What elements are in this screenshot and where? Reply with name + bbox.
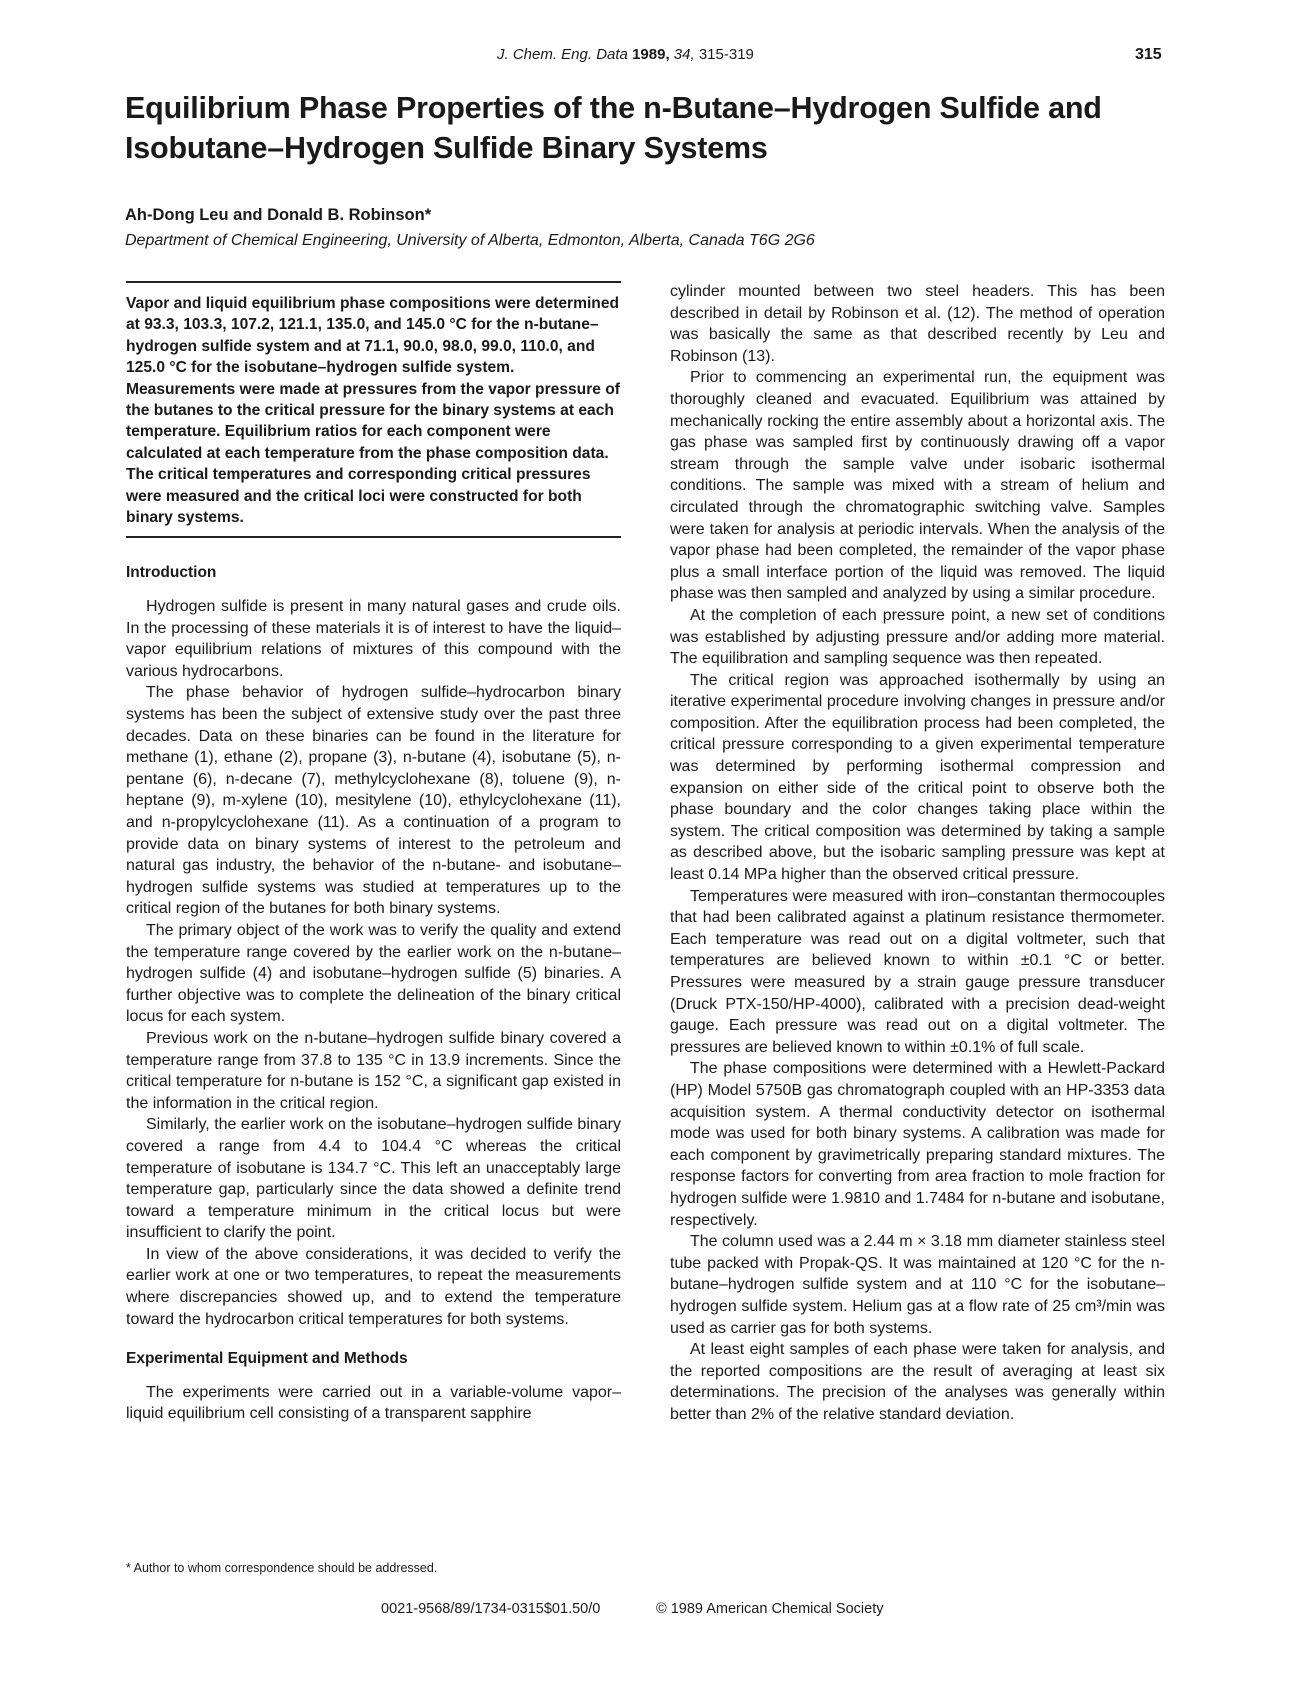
intro-paragraph: Previous work on the n-butane–hydrogen sulfide binary covered a temperature range from 37.8 to 135 °C in 13.9 increments. Since the critical temperature for n-butane is 152 °C, a significant gap existed in the information in the critical region. [126,1029,621,1112]
abstract: Vapor and liquid equilibrium phase compositions were determined at 93.3, 103.3, 107.2, 121.1, 135.0, and 145.0 °C for the n-butane–hydrogen sulfide system and at 71.1, 90.0, 98.0, 99.0, 110.0, and 125.0 °C for the isobutane–hydrogen sulfide system. Measurements were made at pressures from the vapor pressure of the butanes to the critical pressure for the binary systems at each temperature. Equilibrium ratios for each component were calculated at each temperature from the phase composition data. The critical temperatures and corresponding critical pressures were measured and the critical loci were constructed for both binary systems. [126,281,621,538]
page-number: 315 [1135,46,1162,63]
methods-heading: Experimental Equipment and Methods [126,1350,408,1368]
journal-citation [497,46,754,63]
journal-pages: 315-319 [698,46,754,63]
intro-paragraph: The primary object of the work was to verify the quality and extend the temperature range covered by the earlier work on the n-butane–hydrogen sulfide (4) and isobutane–hydrogen sulfide (5) binaries. A further objective was to complete the delineation of the binary critical locus for each system. [126,921,621,1026]
body-paragraph: Prior to commencing an experimental run, the equipment was thoroughly cleaned and evacuated. Equilibrium was attained by mechanically rocking the entire assembly about a horizontal axis. The gas phase was sampled first by continuously drawing off a vapor stream through the sample valve under isobaric isothermal conditions. The sample was mixed with a stream of helium and circulated through the chromatographic switching valve. Samples were taken for analysis at periodic intervals. When the analysis of the vapor phase had been completed, the remainder of the vapor phase plus a small interface portion of the liquid was removed. The liquid phase was then sampled and analyzed by using a similar procedure. [670,369,1165,603]
body-paragraph: The column used was a 2.44 m × 3.18 mm diameter stainless steel tube packed with Propak-QS. It was maintained at 120 °C for the n-butane–hydrogen sulfide system and at 110 °C for the isobutane–hydrogen sulfide system. Helium gas at a flow rate of 25 cm³/min was used as carrier gas for both systems. [670,1233,1165,1337]
journal-name: J. Chem. Eng. Data [497,46,628,63]
left-column [126,281,621,1425]
intro-paragraph: The phase behavior of hydrogen sulfide–hydrocarbon binary systems has been the subject of extensive study over the past three decades. Data on these binaries can be found in the literature for methane (1), ethane (2), propane (3), n-butane (4), isobutane (5), n-pentane (6), n-decane (7), methylcyclohexane (8), toluene (9), n-heptane (9), m-xylene (10), mesitylene (10), ethylcyclohexane (11), and n-propylcyclohexane (11). As a continuation of a program to provide data on binary systems of interest to the petroleum and natural gas industry, the behavior of the n-butane- and isobutane–hydrogen sulfide systems was studied at temperatures up to the critical region of the butanes for both binary systems. [126,684,621,918]
right-column [670,281,1165,1425]
intro-paragraph: Similarly, the earlier work on the isobutane–hydrogen sulfide binary covered a range from 4.4 to 104.4 °C whereas the critical temperature of isobutane is 134.7 °C. This left an unacceptably large temperature gap, particularly since the data showed a definite trend toward a temperature minimum in the critical locus but were insufficient to clarify the point. [126,1116,621,1242]
introduction-heading: Introduction [126,564,217,582]
body-paragraph: cylinder mounted between two steel headers. This has been described in detail by Robinson et al. (12). The method of operation was basically the same as that described recently by Leu and Robinson (13). [670,283,1165,365]
article-title: Equilibrium Phase Properties of the n-Butane–Hydrogen Sulfide and Isobutane–Hydrogen Sulfide Binary Systems [125,91,1102,165]
intro-paragraph: In view of the above considerations, it was decided to verify the earlier work at one or two temperatures, to repeat the measurements where discrepancies showed up, and to extend the temperature toward the hydrocarbon critical temperatures for both systems. [126,1245,621,1328]
body-paragraph: Temperatures were measured with iron–constantan thermocouples that had been calibrated against a platinum resistance thermometer. Each temperature was read out on a digital voltmeter, such that temperatures are believed known to within ±0.1 °C or better. Pressures were measured by a strain gauge pressure transducer (Druck PTX-150/HP-4000), calibrated with a precision dead-weight gauge. Each pressure was read out on a digital voltmeter. The pressures are believed known to within ±0.1% of full scale. [670,887,1165,1056]
copyright-notice: © 1989 American Chemical Society [656,1601,884,1617]
body-paragraph: At least eight samples of each phase were taken for analysis, and the reported compositions are the result of averaging at least six determinations. The precision of the analyses was generally within better than 2% of the relative standard deviation. [670,1341,1165,1423]
body-paragraph: The phase compositions were determined with a Hewlett-Packard (HP) Model 5750B gas chromatograph coupled with an HP-3353 data acquisition system. A thermal conductivity detector on isothermal mode was used for both binary systems. A calibration was made for each component by gravimetrically preparing standard mixtures. The response factors for converting from area fraction to mole fraction for hydrogen sulfide were 1.9810 and 1.7484 for n-butane and isobutane, respectively. [670,1060,1165,1229]
methods-paragraph: The experiments were carried out in a variable-volume vapor–liquid equilibrium cell consisting of a transparent sapphire [126,1383,621,1423]
authors: Ah-Dong Leu and Donald B. Robinson* [125,206,432,224]
correspondence-footnote: * Author to whom correspondence should be addressed. [126,1561,438,1575]
body-paragraph: The critical region was approached isothermally by using an iterative experimental procedure involving changes in pressure and/or composition. After the equilibration process had been completed, the critical pressure corresponding to a given experimental temperature was determined by performing isothermal compression and expansion on either side of the critical point to observe both the phase boundary and the color changes taking place within the system. The critical composition was determined by taking a sample as described above, but the isobaric sampling pressure was kept at least 0.14 MPa higher than the observed critical pressure. [670,671,1165,884]
article-code: 0021-9568/89/1734-0315$01.50/0 [381,1601,601,1617]
body-paragraph: At the completion of each pressure point, a new set of conditions was established by adjusting pressure and/or adding more material. The equilibration and sampling sequence was then repeated. [670,606,1165,668]
intro-paragraph: Hydrogen sulfide is present in many natural gases and crude oils. In the processing of these materials it is of interest to have the liquid–vapor equilibrium relations of mixtures of this compound with the various hydrocarbons. [126,598,621,680]
journal-volume: 34, [673,46,695,63]
journal-year: 1989, [632,46,670,63]
affiliation: Department of Chemical Engineering, University of Alberta, Edmonton, Alberta, Canada T6G 2G6 [125,232,815,249]
